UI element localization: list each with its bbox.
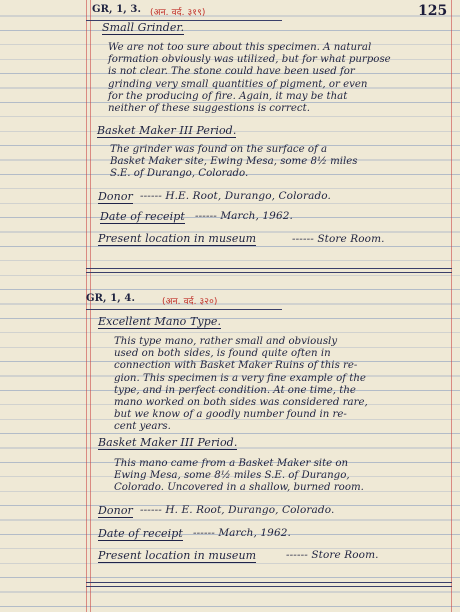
margin-line-left-double <box>90 0 91 612</box>
catalog-number: GR, 1, 3. <box>92 4 142 15</box>
location-label: Present location in museum <box>98 549 257 562</box>
entry-separator <box>86 582 452 583</box>
find-paragraph: This mano came from a Basket Maker site on Ewing Mesa, some 8½ miles S.E. of Durango, Colorado. Uncovered in a shallow, burned room. <box>114 458 364 494</box>
location-value: ------ Store Room. <box>286 549 379 561</box>
entry-separator-double <box>86 272 452 273</box>
entry-title: Small Grinder. <box>102 21 185 34</box>
period-heading: Basket Maker III Period. <box>98 436 238 449</box>
donor-value: ------ H. E. Root, Durango, Colorado. <box>140 504 335 516</box>
description-paragraph: We are not too sure about this specimen. A natural formation obviously was utilized, but for what purpose is not clear. The stone could have been used for grinding very small quantities of pigment, or even for the producing of fire. Again, it may be that neither of these suggestions is correct. <box>108 42 391 114</box>
receipt-value: ------ March, 1962. <box>193 527 291 539</box>
receipt-label: Date of receipt <box>100 210 185 223</box>
receipt-value: ------ March, 1962. <box>195 210 293 222</box>
reference-number: (अन. वर्द. ३१९) <box>150 8 206 18</box>
location-label: Present location in museum <box>98 232 257 245</box>
entry-separator-double <box>86 586 452 587</box>
margin-line-right <box>451 0 452 612</box>
find-paragraph: The grinder was found on the surface of a Basket Maker site, Ewing Mesa, some 8½ miles S.E. of Durango, Colorado. <box>110 144 358 180</box>
donor-value: ------ H.E. Root, Durango, Colorado. <box>140 190 331 202</box>
donor-label: Donor <box>98 504 133 517</box>
reference-number: (अन. वर्द. ३२०) <box>162 297 218 307</box>
location-value: ------ Store Room. <box>292 233 385 245</box>
description-paragraph: This type mano, rather small and obviously used on both sides, is found quite often in connection with Basket Maker Ruins of this re- gion. This specimen is a very fine example of the type, and in perfect condition. At one time, the mano worked on both sides was considered rare, but we know of a goodly number found in re- cent years. <box>114 336 368 433</box>
entry-title: Excellent Mano Type. <box>98 315 222 328</box>
catalog-number: GR, 1, 4. <box>86 293 136 304</box>
receipt-label: Date of receipt <box>98 527 183 540</box>
entry-separator <box>86 268 452 269</box>
page-number: 125 <box>418 3 448 19</box>
header-underline <box>86 309 282 310</box>
margin-line-left <box>86 0 87 612</box>
donor-label: Donor <box>98 190 133 203</box>
period-heading: Basket Maker III Period. <box>97 124 237 137</box>
